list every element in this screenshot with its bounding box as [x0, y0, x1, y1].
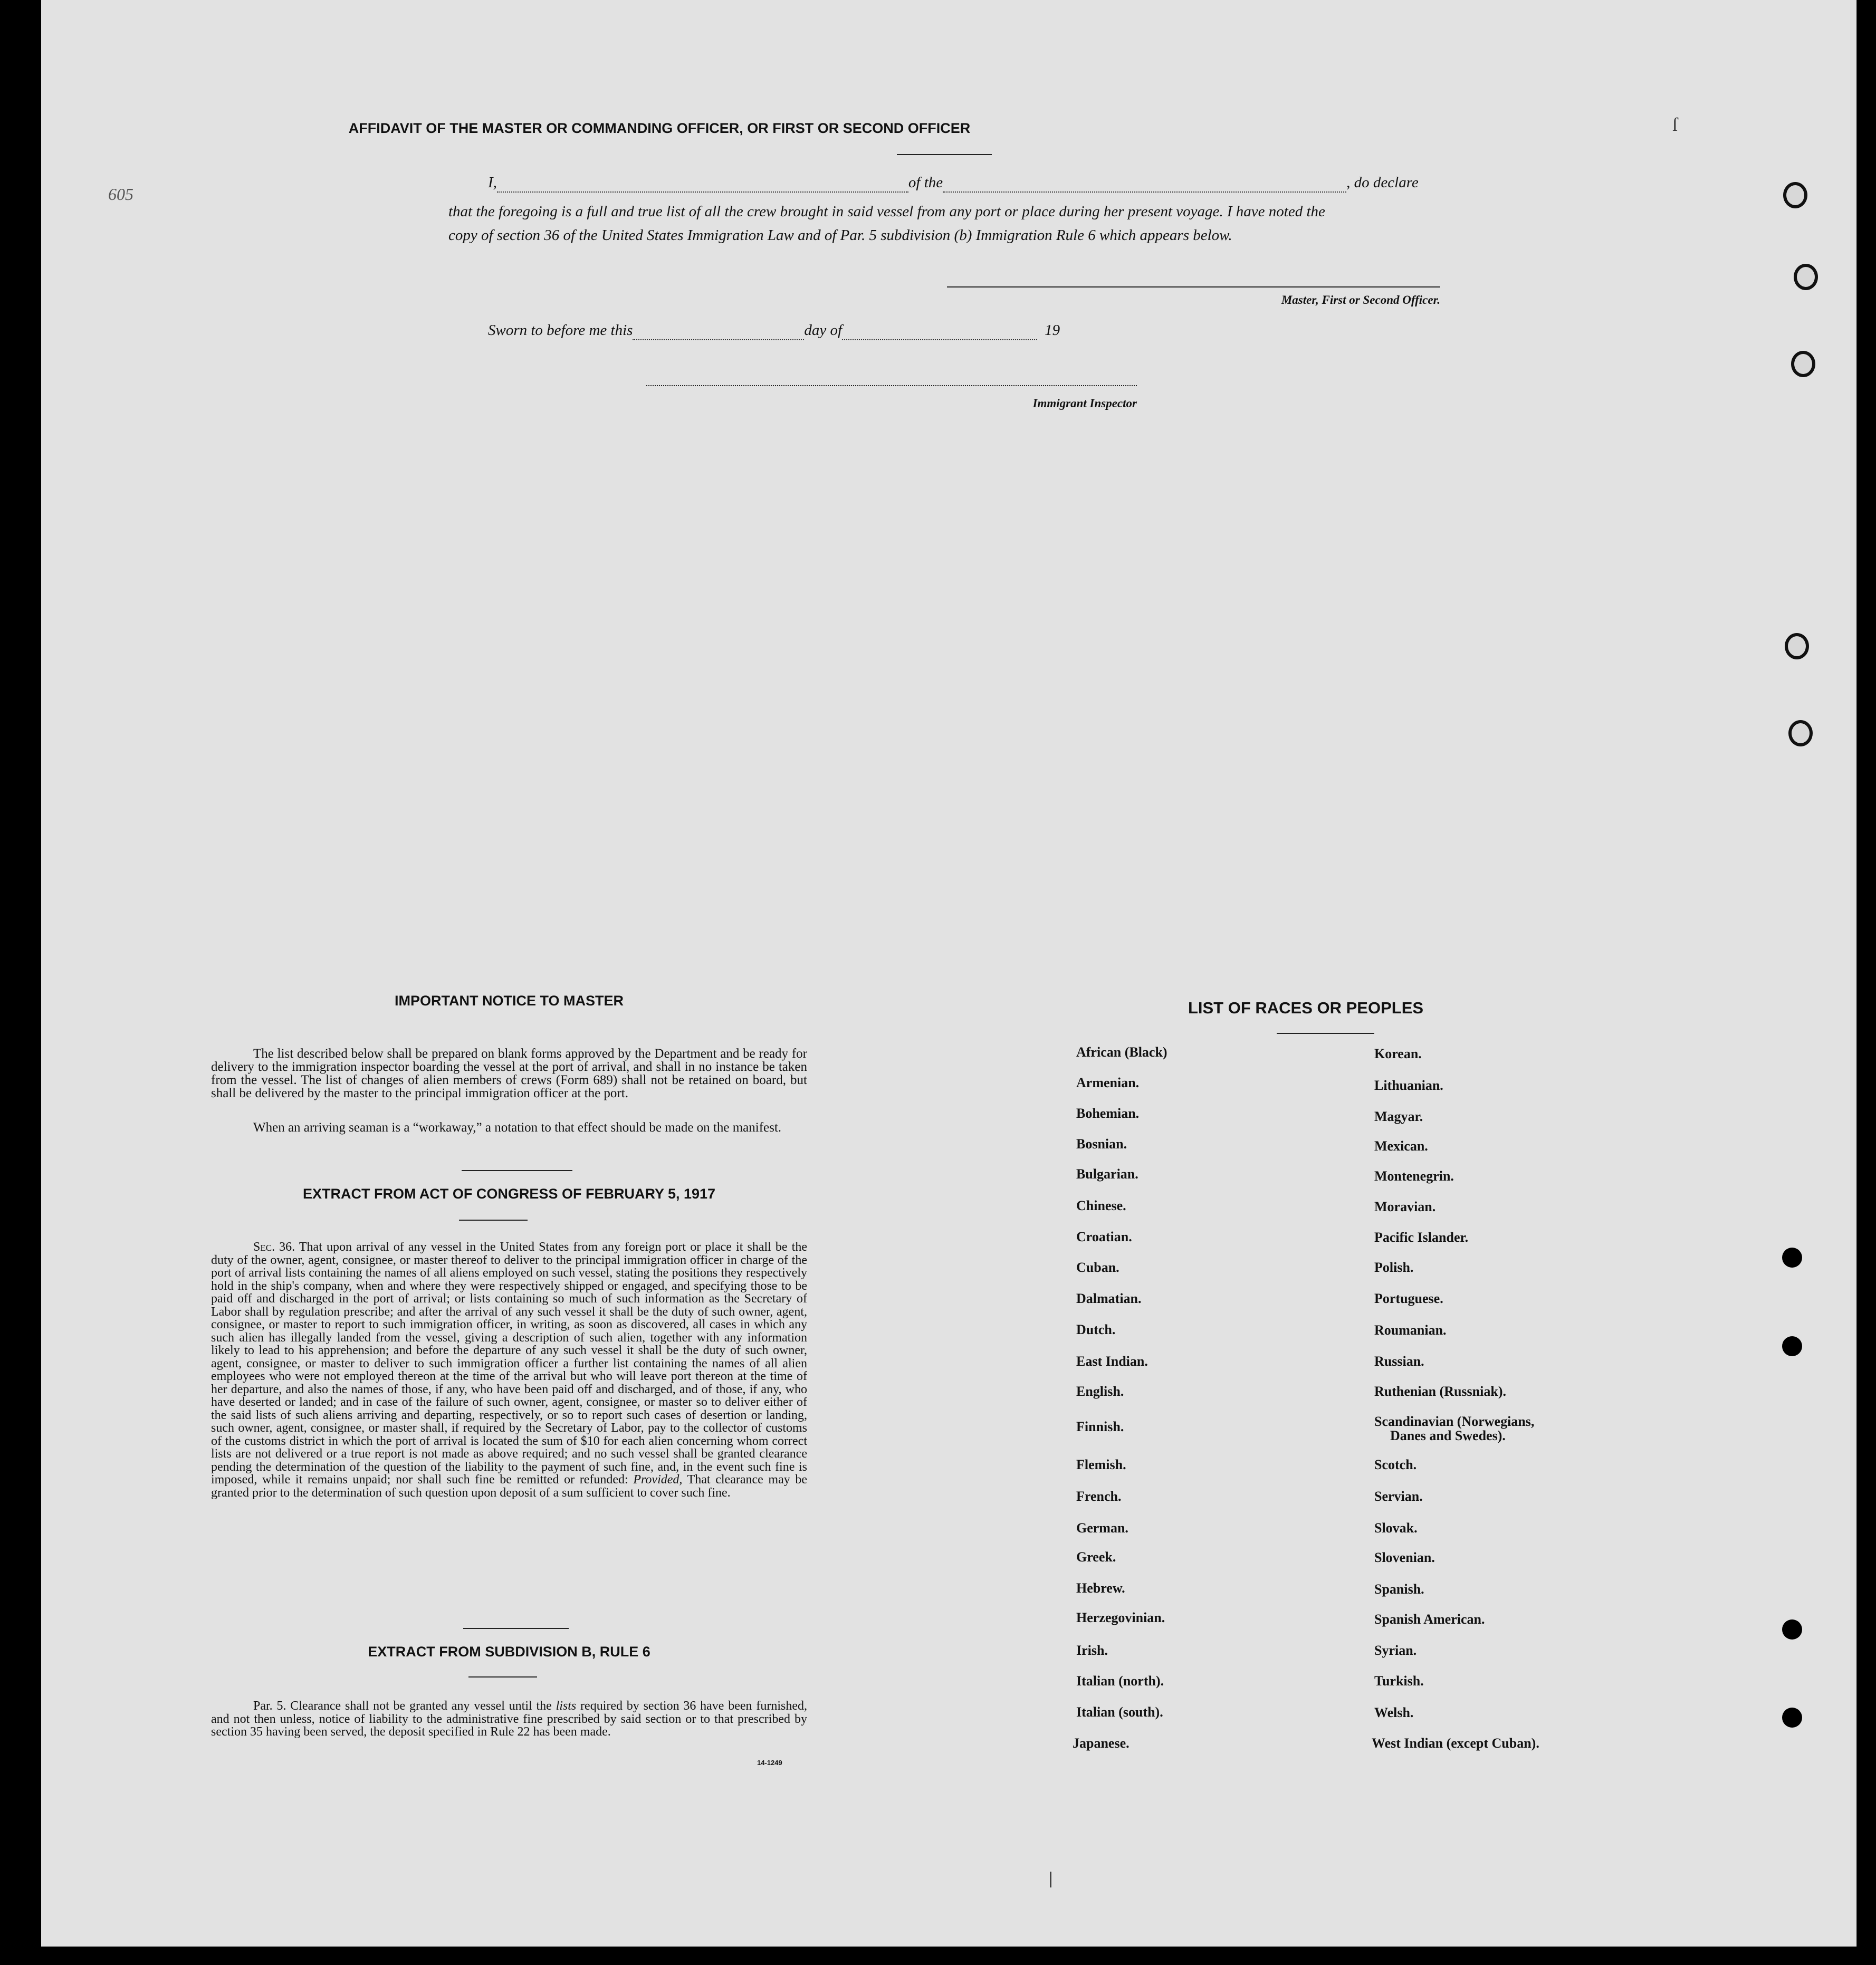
race-item: Italian (north). — [1076, 1673, 1164, 1689]
divider — [462, 1170, 572, 1171]
par-5-start: Par. 5. Clearance shall not be granted any vessel until the — [253, 1699, 552, 1713]
race-item: Croatian. — [1076, 1229, 1132, 1244]
sworn-day-field[interactable] — [633, 322, 804, 340]
race-item: Ruthenian (Russniak). — [1374, 1384, 1506, 1399]
section-36-body: That upon arrival of any vessel in the United States from any foreign port or place it shall be the duty of the owner, agent, consignee, or master thereof to deliver to the principal immigration officer in charge of the port of arrival lists containing the names of all aliens employed on such vessel, stating the positions they respectively hold in the ship's company, when and where they were respectively shipped or engaged, and specifying those to be paid off and discharged in the port of arrival; or lists containing so much of such information as the Secretary of Labor shall by regulation prescribe; and after the arrival of any such vessel it shall be the duty of such owner, agent, consignee, or master to report to such immigration officer, in writing, as soon as discovered, all cases in which any such alien has illegally landed from the vessel, giving a description of such alien, together with any information likely to lead to his apprehension; and before the departure of any such vessel it shall be the duty of such owner, agent, consignee, or master to deliver to such immigration officer a further list containing the names of all alien employees who were not employed thereon at the time of the arrival but who will leave port thereon at the time of her departure, and also the names of those, if any, who have been paid off and discharged, and of those, if any, who have deserted or landed; and in case of the failure of such owner, agent, consignee, or master so to deliver either of the said lists of such aliens arriving and departing, respectively, or so to report such cases of desertion or landing, such owner, agent, consignee, or master shall, if required by the Secretary of Labor, pay to the collector of customs of the customs district in which the port of arrival is located the sum of $10 for each alien concerning whom correct lists are not delivered or a true report is not made as above required; and no such vessel shall be granted clearance pending the determination of the question of the liability to the payment of such fine, and, in the event such fine is imposed, while it remains unpaid; nor shall such fine be remitted or refunded: — [211, 1240, 808, 1487]
binder-hole-icon — [1785, 633, 1809, 659]
affidavit-title: AFFIDAVIT OF THE MASTER OR COMMANDING OFFICER, OR FIRST OR SECOND OFFICER — [348, 120, 971, 136]
divider — [463, 1628, 569, 1629]
race-item: Spanish. — [1374, 1581, 1424, 1597]
section-36-text — [211, 1241, 807, 1499]
binder-hole-icon — [1782, 1336, 1802, 1356]
race-item: Bosnian. — [1076, 1136, 1127, 1152]
race-item: Bohemian. — [1076, 1106, 1140, 1121]
race-item: Hebrew. — [1076, 1580, 1125, 1596]
master-signature-line[interactable] — [947, 286, 1440, 287]
binder-hole-icon — [1794, 264, 1818, 290]
affidavit-line1 — [488, 174, 1419, 193]
binder-hole-icon — [1791, 351, 1815, 377]
race-item: Herzegovinian. — [1076, 1610, 1165, 1625]
race-item: Lithuanian. — [1374, 1078, 1443, 1093]
inspector-signature-line[interactable] — [646, 385, 1137, 386]
rule-extract-title: EXTRACT FROM SUBDIVISION B, RULE 6 — [368, 1644, 650, 1660]
race-item: Portuguese. — [1374, 1291, 1443, 1306]
affidavit-declare: , do declare — [1346, 174, 1419, 191]
master-name-field[interactable] — [497, 174, 908, 193]
race-item: Welsh. — [1374, 1705, 1414, 1720]
margin-mark: 605 — [108, 185, 133, 204]
par-5-end: required by section 36 have been furnished, and not then unless, notice of liability to the administrative fine prescribed by said section or to that prescribed by section 35 having been served, the deposit specified in Rule 22 has been made. — [211, 1699, 807, 1739]
race-item: Irish. — [1076, 1643, 1108, 1658]
affidavit-line2: that the foregoing is a full and true list of all the crew brought in said vessel from any port or place during her present voyage. I have noted the — [448, 203, 1325, 220]
master-signature-label: Master, First or Second Officer. — [1281, 293, 1440, 306]
divider — [468, 1676, 537, 1678]
race-item: Turkish. — [1374, 1673, 1424, 1689]
sworn-line — [488, 322, 1060, 340]
inspector-label: Immigrant Inspector — [1032, 397, 1137, 410]
race-item: Moravian. — [1374, 1199, 1436, 1214]
race-item: Greek. — [1076, 1549, 1116, 1565]
section-label: Sec. 36. — [253, 1240, 295, 1254]
race-item: Russian. — [1374, 1354, 1424, 1369]
race-item: Dutch. — [1076, 1322, 1116, 1337]
race-item: Dalmatian. — [1076, 1291, 1142, 1306]
binder-hole-icon — [1782, 1708, 1802, 1728]
vessel-name-field[interactable] — [943, 174, 1346, 193]
race-item: Bulgarian. — [1076, 1166, 1138, 1182]
races-title: LIST OF RACES OR PEOPLES — [1188, 999, 1424, 1017]
form-code: 14-1249 — [757, 1759, 782, 1767]
race-item: German. — [1076, 1520, 1128, 1536]
divider — [459, 1220, 528, 1221]
act-extract-title: EXTRACT FROM ACT OF CONGRESS OF FEBRUARY 5, 1917 — [302, 1186, 716, 1202]
race-item: West Indian (except Cuban). — [1372, 1736, 1539, 1751]
race-item: Korean. — [1374, 1046, 1422, 1061]
binder-hole-icon — [1782, 1619, 1802, 1640]
race-item: Italian (south). — [1076, 1704, 1163, 1720]
binder-hole-icon — [1783, 182, 1807, 208]
sworn-month-field[interactable] — [842, 322, 1037, 340]
affidavit-i: I, — [488, 174, 497, 191]
race-item: Syrian. — [1374, 1643, 1417, 1658]
race-item: Japanese. — [1073, 1736, 1130, 1751]
divider — [1277, 1033, 1374, 1034]
year-prefix: 19 — [1045, 322, 1060, 339]
section-36-proviso: That clearance may be granted prior to the determination of such question upon deposit of a sum sufficient to cover such fine. — [211, 1473, 808, 1500]
provided-word: Provided, — [633, 1473, 683, 1487]
corner-tick: ſ — [1672, 114, 1678, 135]
day-of-text: day of — [804, 322, 843, 339]
binder-hole-icon — [1788, 720, 1813, 746]
race-item: Armenian. — [1076, 1075, 1140, 1090]
race-item: Finnish. — [1076, 1419, 1124, 1434]
race-item: Polish. — [1374, 1260, 1414, 1275]
par-5-text — [211, 1700, 807, 1739]
divider — [897, 154, 992, 155]
race-item: Chinese. — [1076, 1198, 1126, 1213]
race-item: Spanish American. — [1374, 1612, 1485, 1627]
race-item: Scandinavian (Norwegians, — [1374, 1414, 1535, 1429]
race-item: English. — [1076, 1384, 1124, 1399]
race-item: Montenegrin. — [1374, 1168, 1454, 1184]
race-item: Scotch. — [1374, 1457, 1417, 1472]
lists-word: lists — [556, 1699, 577, 1713]
race-item: Pacific Islander. — [1374, 1230, 1469, 1245]
race-item: Flemish. — [1076, 1457, 1126, 1472]
sworn-text: Sworn to before me this — [488, 322, 633, 339]
notice-title: IMPORTANT NOTICE TO MASTER — [395, 993, 624, 1009]
race-item: East Indian. — [1076, 1354, 1148, 1369]
race-item: Cuban. — [1076, 1260, 1119, 1275]
race-item: Servian. — [1374, 1489, 1423, 1504]
race-item: French. — [1076, 1489, 1122, 1504]
affidavit-of-the: of the — [908, 174, 943, 191]
race-item: Roumanian. — [1374, 1322, 1447, 1338]
race-item: Slovak. — [1374, 1520, 1418, 1536]
notice-paragraph-1: The list described below shall be prepared on blank forms approved by the Department and be ready for delivery to the immigration inspector boarding the vessel at the port of arrival, and shall in no instance be taken from the vessel. The list of changes of alien members of crews (Form 689) shall not be retained on board, but shall be delivered by the master to the principal immigration officer at the port. — [211, 1047, 807, 1100]
binder-hole-icon — [1782, 1248, 1802, 1268]
race-item: African (Black) — [1076, 1044, 1167, 1060]
race-item: Mexican. — [1374, 1138, 1428, 1154]
race-item: Slovenian. — [1374, 1550, 1435, 1565]
race-item: Magyar. — [1374, 1109, 1423, 1124]
notice-paragraph-2: When an arriving seaman is a “workaway,” a notation to that effect should be made on the manifest. — [253, 1120, 782, 1135]
bottom-mark — [1050, 1872, 1051, 1887]
affidavit-line3: copy of section 36 of the United States Immigration Law and of Par. 5 subdivision (b) Immigration Rule 6 which appears below. — [448, 227, 1232, 244]
race-item-continued: Danes and Swedes). — [1390, 1428, 1506, 1443]
